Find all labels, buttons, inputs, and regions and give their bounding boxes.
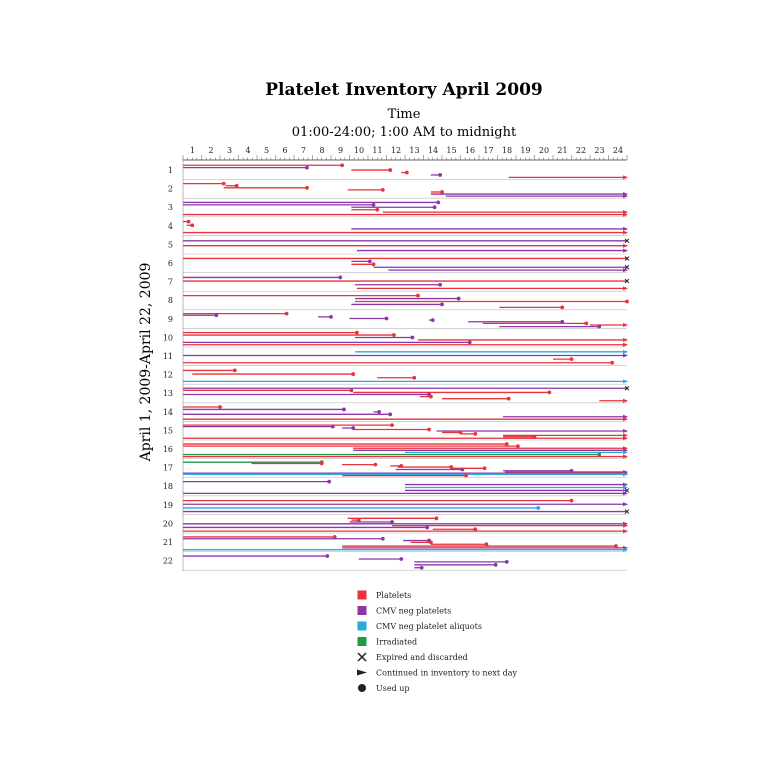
legend-swatch xyxy=(358,622,367,631)
x-tick-label: 16 xyxy=(464,146,476,155)
legend-label: Irradiated xyxy=(376,637,418,647)
used-up-dot xyxy=(374,463,378,467)
x-tick-label: 3 xyxy=(226,146,233,155)
used-up-dot xyxy=(388,168,392,172)
x-tick-label: 8 xyxy=(319,146,325,155)
x-tick-label: 17 xyxy=(483,146,494,155)
used-up-dot xyxy=(390,423,394,427)
used-up-dot xyxy=(411,336,415,340)
day-label: 22 xyxy=(162,556,173,566)
used-up-dot xyxy=(416,294,420,298)
x-tick-label: 20 xyxy=(538,146,550,155)
day-label: 15 xyxy=(162,426,173,436)
day-label: 4 xyxy=(167,221,173,231)
legend-swatch xyxy=(358,637,367,646)
used-up-dot xyxy=(610,361,614,365)
used-up-dot xyxy=(427,428,431,432)
used-up-dot xyxy=(372,262,376,266)
day-label: 11 xyxy=(162,352,173,361)
used-up-dot xyxy=(214,313,218,317)
x-tick-label: 15 xyxy=(446,146,457,155)
used-up-dot xyxy=(233,369,237,373)
legend-label: CMV neg platelet aliquots xyxy=(376,622,482,631)
used-up-dot xyxy=(388,412,392,416)
x-tick-label: 5 xyxy=(263,146,270,155)
legend-swatch xyxy=(358,606,367,615)
used-up-dot xyxy=(597,453,601,457)
x-tick-label: 12 xyxy=(390,146,402,155)
day-label: 8 xyxy=(167,296,173,306)
used-up-dot xyxy=(584,321,588,325)
used-up-dot xyxy=(435,516,439,520)
day-label: 16 xyxy=(162,445,173,454)
used-up-dot xyxy=(381,188,385,192)
used-up-dot xyxy=(536,506,540,510)
used-up-dot xyxy=(385,317,389,321)
used-up-dot xyxy=(425,526,429,530)
used-up-dot xyxy=(507,397,511,401)
legend-swatch xyxy=(358,591,367,600)
used-up-dot xyxy=(331,425,335,429)
day-label: 14 xyxy=(162,407,173,417)
used-up-dot xyxy=(405,171,409,175)
used-up-dot xyxy=(190,223,194,227)
used-up-dot xyxy=(325,554,329,558)
x-tick-label: 10 xyxy=(353,146,365,155)
used-up-dot xyxy=(460,468,464,472)
used-up-dot xyxy=(473,432,477,436)
x-tick-label: 6 xyxy=(282,146,288,155)
used-up-dot xyxy=(457,297,461,301)
used-up-dot xyxy=(483,466,487,470)
used-up-dot xyxy=(420,566,424,570)
chart-title: Platelet Inventory April 2009 xyxy=(265,80,543,100)
x-tick-label: 7 xyxy=(300,146,307,155)
x-tick-label: 1 xyxy=(189,146,196,155)
day-label: 19 xyxy=(162,500,173,510)
used-up-dot xyxy=(438,173,442,177)
day-label: 21 xyxy=(162,538,173,547)
used-up-dot xyxy=(368,259,372,263)
used-up-dot xyxy=(570,357,574,361)
x-tick-label: 14 xyxy=(427,146,439,155)
used-up-dot xyxy=(431,318,435,322)
used-up-dot xyxy=(412,376,416,380)
used-up-dot xyxy=(440,303,444,307)
day-label: 17 xyxy=(162,463,173,473)
chart-subtitle-time: Time xyxy=(387,107,421,122)
used-up-dot xyxy=(329,315,333,319)
used-up-dot xyxy=(340,163,344,167)
x-tick-label: 9 xyxy=(337,146,344,155)
chart-subtitle-range: 01:00-24:00; 1:00 AM to midnight xyxy=(291,125,517,140)
used-up-dot xyxy=(342,408,346,412)
used-up-dot xyxy=(429,395,433,399)
legend-label: CMV neg platelets xyxy=(376,606,452,616)
used-up-dot xyxy=(570,499,574,503)
day-label: 12 xyxy=(162,370,173,380)
used-up-dot xyxy=(505,560,509,564)
x-tick-label: 11 xyxy=(372,146,383,155)
x-tick-label: 23 xyxy=(594,146,605,155)
used-up-dot xyxy=(440,190,444,194)
legend-dot-marker xyxy=(358,684,366,692)
x-tick-label: 22 xyxy=(575,146,587,155)
day-label: 2 xyxy=(167,184,173,194)
used-up-dot xyxy=(436,201,440,205)
used-up-dot xyxy=(433,205,437,209)
day-label: 6 xyxy=(167,259,173,268)
day-label: 13 xyxy=(162,389,173,399)
used-up-dot xyxy=(560,305,564,309)
x-tick-label: 18 xyxy=(501,146,513,155)
day-label: 10 xyxy=(162,333,173,343)
used-up-dot xyxy=(218,405,222,409)
used-up-dot xyxy=(392,333,396,337)
day-label: 7 xyxy=(167,277,173,287)
day-label: 3 xyxy=(167,203,173,213)
used-up-dot xyxy=(372,203,376,207)
used-up-dot xyxy=(338,276,342,280)
used-up-dot xyxy=(375,208,379,212)
used-up-dot xyxy=(222,182,226,186)
used-up-dot xyxy=(516,444,520,448)
day-label: 1 xyxy=(167,166,173,175)
day-label: 5 xyxy=(167,240,173,250)
used-up-dot xyxy=(505,442,509,446)
used-up-dot xyxy=(327,480,331,484)
legend-label: Expired and discarded xyxy=(376,653,468,662)
used-up-dot xyxy=(494,563,498,567)
x-tick-label: 13 xyxy=(409,146,420,155)
used-up-dot xyxy=(377,410,381,414)
used-up-dot xyxy=(597,325,601,329)
x-tick-label: 21 xyxy=(557,146,568,155)
y-axis-label: April 1, 2009-April 22, 2009 xyxy=(138,262,154,462)
x-tick-label: 4 xyxy=(245,146,251,155)
used-up-dot xyxy=(285,312,289,316)
day-label: 20 xyxy=(162,519,173,529)
used-up-dot xyxy=(464,474,468,478)
used-up-dot xyxy=(468,340,472,344)
used-up-dot xyxy=(349,388,353,392)
used-up-dot xyxy=(381,537,385,541)
used-up-dot xyxy=(355,331,359,335)
x-tick-label: 24 xyxy=(612,146,624,155)
used-up-dot xyxy=(399,557,403,561)
used-up-dot xyxy=(625,300,629,304)
used-up-dot xyxy=(305,186,309,190)
legend-label: Used up xyxy=(376,684,410,693)
x-tick-label: 2 xyxy=(208,146,214,155)
day-label: 18 xyxy=(162,482,173,492)
used-up-dot xyxy=(305,166,309,170)
used-up-dot xyxy=(547,391,551,395)
day-label: 9 xyxy=(167,314,173,324)
used-up-dot xyxy=(438,283,442,287)
legend-label: Platelets xyxy=(376,591,412,600)
used-up-dot xyxy=(235,184,239,188)
used-up-dot xyxy=(351,372,355,376)
x-tick-label: 19 xyxy=(520,146,531,155)
used-up-dot xyxy=(187,220,191,224)
legend-label: Continued in inventory to next day xyxy=(376,668,517,678)
used-up-dot xyxy=(320,462,324,466)
